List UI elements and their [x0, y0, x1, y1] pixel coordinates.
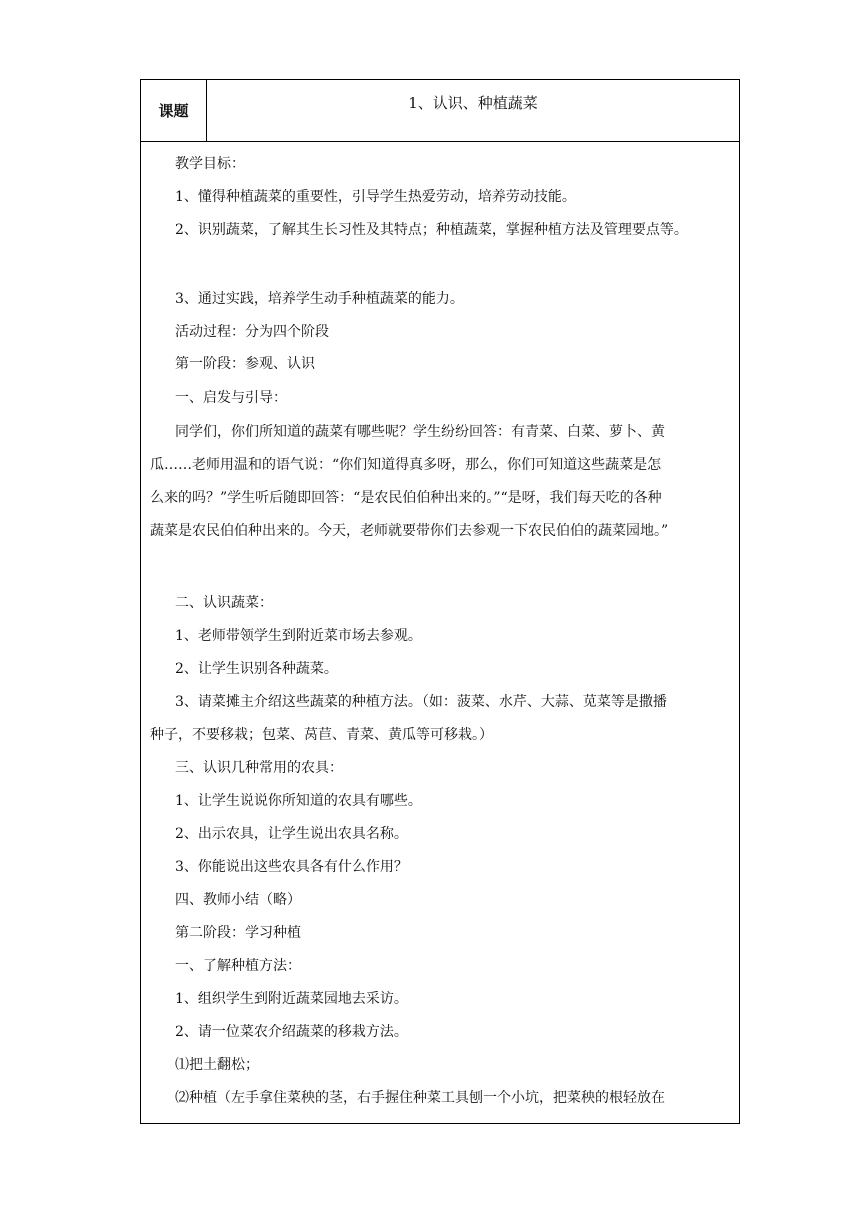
text-line: 1、让学生说说你所知道的农具有哪些。: [175, 793, 422, 809]
text-line: ⑵种植（左手拿住菜秧的茎，右手握住种菜工具刨一个小坑，把菜秧的根轻放在: [175, 1090, 665, 1106]
text-line: 1、老师带领学生到附近菜市场去参观。: [175, 628, 422, 644]
text-line: 一、了解种植方法：: [175, 958, 301, 974]
text-line: 二、认识蔬菜：: [175, 595, 273, 611]
text-line: 活动过程：分为四个阶段: [175, 324, 329, 340]
text-line: 瓜……老师用温和的语气说：“你们知道得真多呀，那么，你们可知道这些蔬菜是怎: [150, 457, 662, 473]
text-line: 1、组织学生到附近蔬菜园地去采访。: [175, 991, 408, 1007]
text-line: 2、识别蔬菜，了解其生长习性及其特点；种植蔬菜，掌握种植方法及管理要点等。: [175, 222, 688, 238]
text-line: 四、教师小结（略）: [175, 892, 301, 908]
table-header-row: [141, 80, 739, 142]
text-line: 种子，不要移栽；包菜、莴苣、青菜、黄瓜等可移栽。）: [150, 727, 493, 743]
text-line: 3、请菜摊主介绍这些蔬菜的种植方法。（如：菠菜、水芹、大蒜、苋菜等是撒播: [175, 694, 667, 710]
text-line: 3、通过实践，培养学生动手种植蔬菜的能力。: [175, 291, 464, 307]
lesson-content: [141, 142, 739, 1123]
lesson-table: [140, 79, 740, 1124]
lesson-title: 1、认识、种植蔬菜: [408, 94, 538, 112]
text-line: ⑴把土翻松；: [175, 1057, 259, 1073]
text-line: 蔬菜是农民伯伯种出来的。今天，老师就要带你们去参观一下农民伯伯的蔬菜园地。”: [150, 523, 669, 539]
text-line: 3、你能说出这些农具各有什么作用？: [175, 859, 408, 875]
text-line: 三、认识几种常用的农具：: [175, 760, 343, 776]
text-line: 1、懂得种植蔬菜的重要性，引导学生热爱劳动，培养劳动技能。: [175, 189, 576, 205]
text-line: 同学们，你们所知道的蔬菜有哪些呢？学生纷纷回答：有青菜、白菜、萝卜、黄: [175, 424, 665, 440]
text-line: 教学目标：: [175, 156, 245, 172]
text-line: 么来的吗？”学生听后随即回答：“是农民伯伯种出来的。”“是呀，我们每天吃的各种: [150, 490, 662, 506]
text-line: 第一阶段：参观、认识: [175, 356, 315, 372]
text-line: 2、出示农具，让学生说出农具名称。: [175, 826, 408, 842]
topic-label: 课题: [141, 80, 207, 141]
text-line: 2、让学生识别各种蔬菜。: [175, 661, 338, 677]
text-line: 2、请一位菜农介绍蔬菜的移栽方法。: [175, 1024, 408, 1040]
text-line: 一、启发与引导：: [175, 390, 287, 406]
text-line: 第二阶段：学习种植: [175, 925, 301, 941]
